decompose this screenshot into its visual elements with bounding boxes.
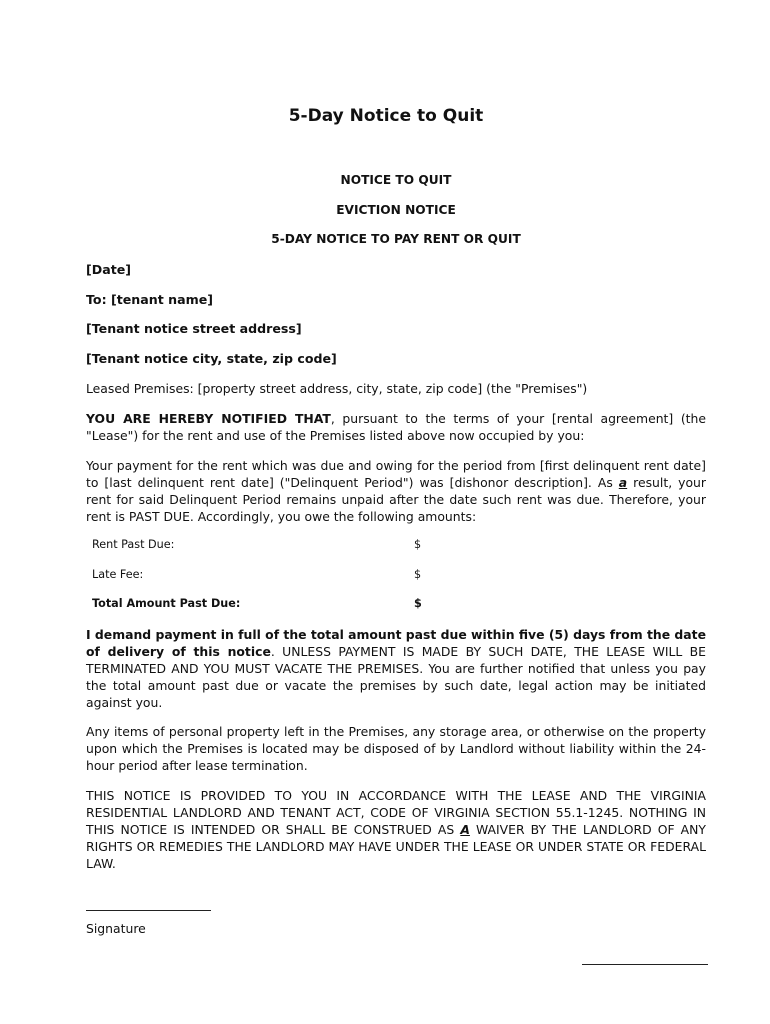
amount-label: Total Amount Past Due: [92,597,241,610]
payment-emphasis: a [618,475,628,490]
heading-5-day-notice: 5-DAY NOTICE TO PAY RENT OR QUIT [271,232,521,246]
notified-bold: YOU ARE HEREBY NOTIFIED THAT [86,411,331,426]
payment-paragraph [86,457,706,525]
amount-value: $ [414,538,422,551]
property-paragraph: Any items of personal property left in the Premises, any storage area, or otherwise on the property upon which the Premises is located may be disposed of by Landlord without liability within the 24-hour period after lease termination. [86,724,706,773]
payment-text-b: result, your rent for said Delinquent Period remains unpaid after the date such rent was due. Therefore, your rent is PAST DUE. Accordingly, you owe the following amounts: [86,475,707,524]
signature-line [86,910,211,911]
secondary-signature-line [582,964,708,965]
legal-emphasis: A [460,822,470,837]
notified-paragraph [86,410,706,444]
tenant-city-field: [Tenant notice city, state, zip code] [86,351,337,366]
legal-text-a: THIS NOTICE IS PROVIDED TO YOU IN ACCORDANCE WITH THE LEASE AND THE VIRGINIA RESIDENTIAL LANDLORD AND TENANT ACT, CODE OF VIRGINIA SECTION 55.1-1245. NOTHING IN THIS NOTICE IS INTENDED OR SHALL BE CONSTRUED AS [86,788,706,837]
tenant-street-field: [Tenant notice street address] [86,321,302,336]
notified-text: , pursuant to the terms of your [rental agreement] (the "Lease") for the rent and use of the Premises listed above now occupied by you: [86,411,707,443]
heading-notice-to-quit: NOTICE TO QUIT [340,173,452,187]
demand-text: . UNLESS PAYMENT IS MADE BY SUCH DATE, THE LEASE WILL BE TERMINATED AND YOU MUST VACATE THE PREMISES. You are further notified that unless you pay the total amount past due or vacate the premises by such date, legal action may be initiated against you. [86,644,706,710]
amount-label: Rent Past Due: [92,538,175,551]
amount-value: $ [414,568,422,581]
document-title: 5-Day Notice to Quit [288,106,484,126]
legal-paragraph [86,787,706,872]
payment-text-a: Your payment for the rent which was due and owing for the period from [first delinquent rent date] to [last delinquent rent date] ("Delinquent Period") was [dishonor description]. As [86,458,706,490]
signature-label: Signature [86,921,146,936]
leased-premises-line: Leased Premises: [property street address, city, state, zip code] (the "Premises") [86,381,588,396]
amount-value: $ [414,597,422,610]
heading-eviction-notice: EVICTION NOTICE [336,203,456,217]
legal-text-b: WAIVER BY THE LANDLORD OF ANY RIGHTS OR REMEDIES THE LANDLORD MAY HAVE UNDER THE LEASE OR UNDER STATE OR FEDERAL LAW. [86,822,706,871]
tenant-name-field: To: [tenant name] [86,292,214,307]
demand-bold: I demand payment in full of the total amount past due within five (5) days from the date of delivery of this notice [86,627,706,659]
date-field: [Date] [86,262,132,277]
demand-paragraph [86,626,706,711]
amount-label: Late Fee: [92,568,144,581]
